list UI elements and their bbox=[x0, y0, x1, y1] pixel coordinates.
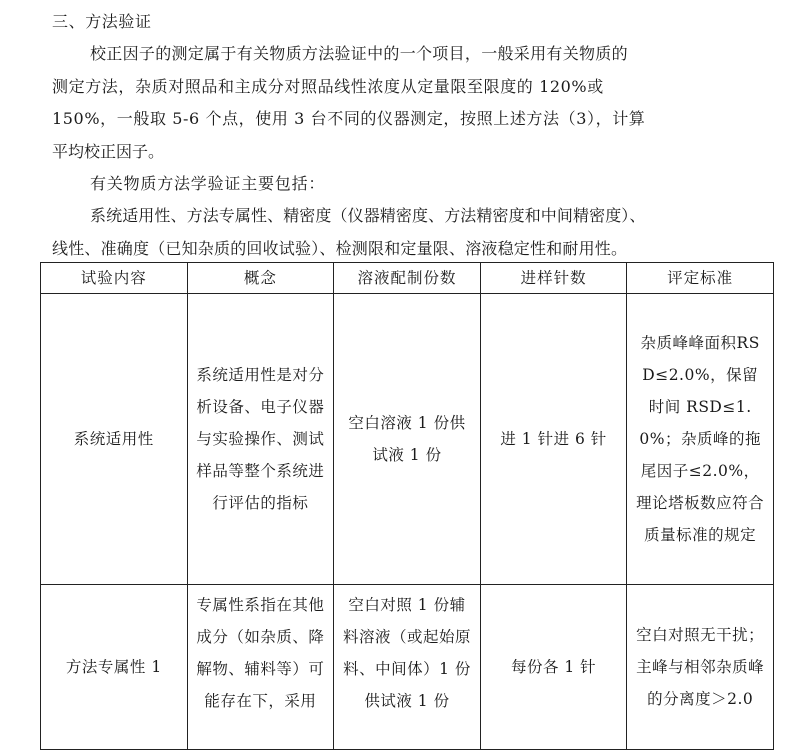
header-criteria: 评定标准 bbox=[627, 263, 774, 294]
table-row bbox=[41, 294, 774, 585]
paragraph-line: 系统适用性、方法专属性、精密度（仪器精密度、方法精密度和中间精密度）、 bbox=[90, 206, 646, 225]
table-row bbox=[41, 585, 774, 750]
section-heading: 三、方法验证 bbox=[52, 12, 152, 31]
table-header-row bbox=[41, 263, 774, 294]
paragraph-correction-factor bbox=[52, 38, 758, 168]
paragraph-line: 线性、准确度（已知杂质的回收试验）、检测限和定量限、溶液稳定性和耐用性。 bbox=[52, 238, 628, 258]
cell-text: 空白溶液 1 份供试液 1 份 bbox=[348, 414, 466, 464]
paragraph-validation-intro bbox=[52, 168, 758, 201]
cell-criteria bbox=[627, 294, 774, 585]
cell-text: 空白对照无干扰；主峰与相邻杂质峰的分离度＞2.0 bbox=[636, 626, 765, 708]
cell-text: 每份各 1 针 bbox=[510, 658, 597, 676]
cell-text: 空白对照 1 份辅料溶液（或起始原料、中间体）1 份供试液 1 份 bbox=[342, 596, 471, 710]
cell-text: 专属性系指在其他成分（如杂质、降解物、辅料等）可能存在下，采用 bbox=[196, 596, 325, 710]
header-concept: 概念 bbox=[187, 263, 334, 294]
paragraph-line: 有关物质方法学验证主要包括： bbox=[90, 174, 326, 193]
cell-content bbox=[41, 585, 188, 750]
header-injection-count: 进样针数 bbox=[480, 263, 627, 294]
cell-solution bbox=[334, 294, 481, 585]
header-test-content: 试验内容 bbox=[41, 263, 188, 294]
cell-criteria bbox=[627, 585, 774, 750]
cell-concept bbox=[187, 294, 334, 585]
paragraph-validation-items bbox=[52, 200, 758, 265]
paragraph-line: 测定方法，杂质对照品和主成分对照品线性浓度从定量限至限度的 120%或 bbox=[52, 76, 604, 96]
cell-injections bbox=[480, 585, 627, 750]
paragraph-line: 校正因子的测定属于有关物质方法验证中的一个项目，一般采用有关物质的 bbox=[90, 44, 628, 63]
cell-injections bbox=[480, 294, 627, 585]
cell-text: 系统适用性是对分析设备、电子仪器与实验操作、测试样品等整个系统进行评估的指标 bbox=[196, 366, 325, 512]
paragraph-line: 150%，一般取 5-6 个点，使用 3 台不同的仪器测定，按照上述方法（3），计算 bbox=[52, 109, 646, 128]
paragraph-line: 平均校正因子。 bbox=[52, 141, 165, 161]
cell-text: 系统适用性 bbox=[73, 430, 154, 448]
cell-solution bbox=[334, 585, 481, 750]
cell-text: 进 1 针进 6 针 bbox=[500, 430, 607, 448]
validation-table bbox=[40, 262, 774, 750]
cell-concept bbox=[187, 585, 334, 750]
cell-content bbox=[41, 294, 188, 585]
cell-text: 方法专属性 1 bbox=[65, 658, 162, 676]
header-solution-count: 溶液配制份数 bbox=[334, 263, 481, 294]
cell-text: 杂质峰峰面积RSD≤2.0%，保留时间 RSD≤1.0%；杂质峰的拖尾因子≤2.0%，理论塔板数应符合质量标准的规定 bbox=[636, 334, 765, 544]
